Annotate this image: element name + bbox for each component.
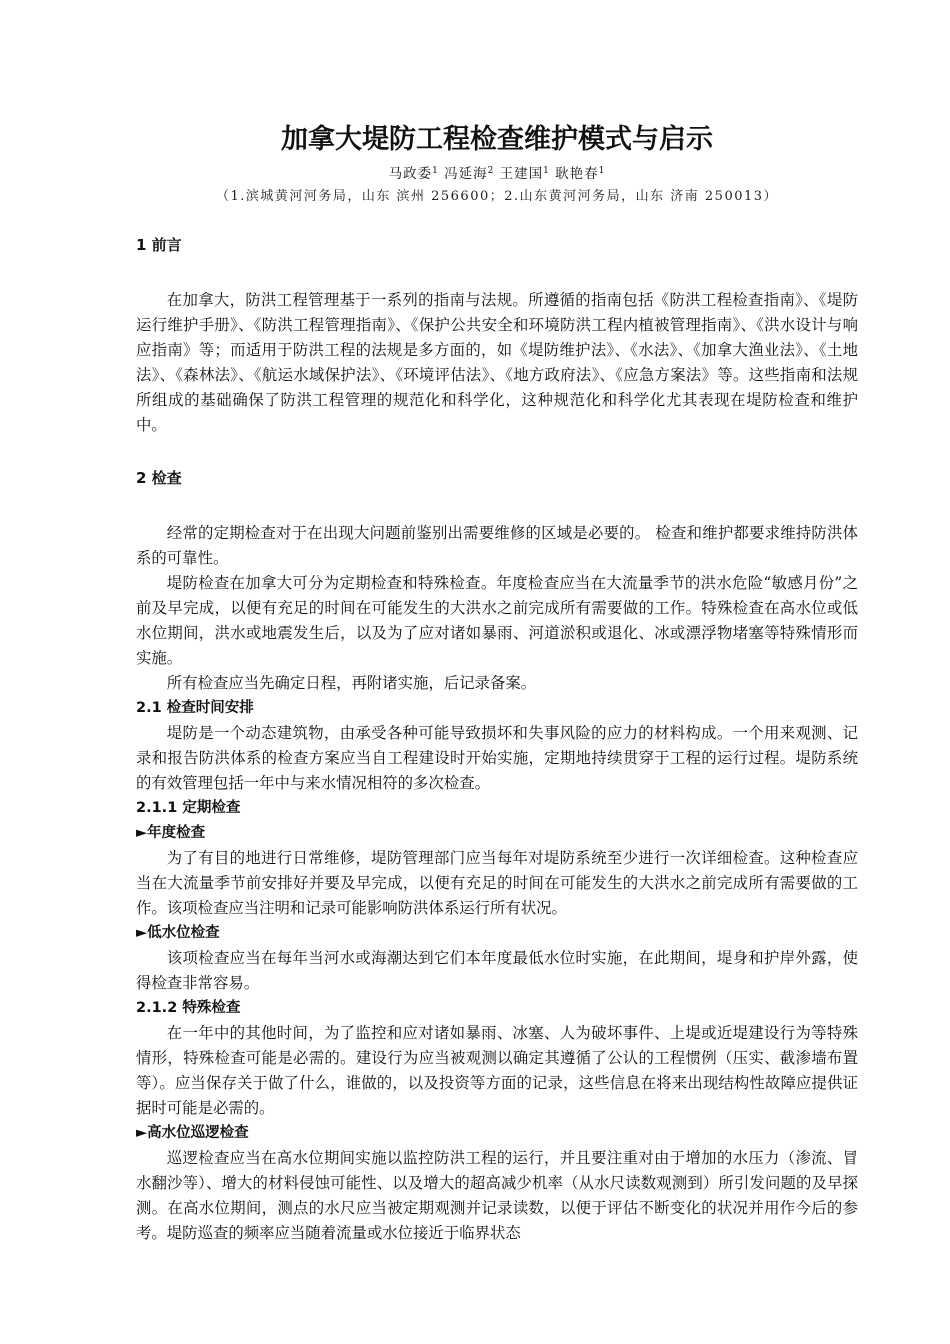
paragraph: 在一年中的其他时间，为了监控和应对诸如暴雨、冰塞、人为破坏事件、上堤或近堤建设行为等特殊情形，特殊检查可能是必需的。建设行为应当被观测以确定其遵循了公认的工程惯例（压实、截渗墙布置等）。应当保存关于做了什么，谁做的，以及投资等方面的记录，这些信息在将来出现结构性故障应提供证据时可能是必需的。 [136, 1024, 858, 1117]
bullet-heading-low-water: ►低水位检查 [136, 925, 220, 941]
affiliation-line: （1.滨城黄河河务局，山东 滨州 256600；2.山东黄河河务局，山东 济南 250013） [215, 189, 779, 204]
paragraph: 经常的定期检查对于在出现大问题前鉴别出需要维修的区域是必要的。 检查和维护都要求维持防洪体系的可靠性。 [136, 524, 858, 567]
paragraph: 堤防检查在加拿大可分为定期检查和特殊检查。年度检查应当在大流量季节的洪水危险“敏感月份”之前及早完成，以便有充足的时间在可能发生的大洪水之前完成所有需要做的工作。特殊检查在高水位或低水位期间，洪水或地震发生后，以及为了应对诸如暴雨、河道淤积或退化、冰或漂浮物堵塞等特殊情形而实施。 [136, 574, 858, 667]
bullet-heading-annual: ►年度检查 [136, 825, 206, 841]
paragraph: 在加拿大，防洪工程管理基于一系列的指南与法规。所遵循的指南包括《防洪工程检查指南》、《堤防运行维护手册》、《防洪工程管理指南》、《保护公共安全和环境防洪工程内植被管理指南》、《洪水设计与响应指南》等；而适用于防洪工程的法规是多方面的，如《堤防维护法》、《水法》、《加拿大渔业法》、《土地法》、《森林法》、《航运水域保护法》、《环境评估法》、《地方政府法》、《应急方案法》等。这些指南和法规所组成的基础确保了防洪工程管理的规范化和科学化，这种规范化和科学化尤其表现在堤防检查和维护中。 [136, 291, 858, 434]
affiliation-mark: 1 [598, 166, 606, 176]
subsection-heading-schedule: 2.1 检查时间安排 [136, 700, 254, 716]
paragraph: 为了有目的地进行日常维修，堤防管理部门应当每年对堤防系统至少进行一次详细检查。这种检查应当在大流量季节前安排好并要及早完成，以便有充足的时间在可能发生的大洪水之前完成所有需要做的工作。该项检查应当注明和记录可能影响防洪体系运行所有状况。 [136, 849, 858, 917]
section-heading-intro: 1 前言 [136, 236, 182, 254]
paragraph: 所有检查应当先确定日程，再附诸实施，后记录备案。 [166, 674, 537, 692]
author-line [136, 162, 858, 186]
author-name: 王建国 [499, 166, 544, 182]
author-name: 马政委 [388, 166, 433, 182]
affiliation-mark: 1 [543, 166, 550, 176]
author-name: 冯延海 [444, 166, 488, 182]
subsection-heading-periodic: 2.1.1 定期检查 [136, 800, 241, 816]
affiliation-mark: 2 [487, 166, 495, 176]
subsection-heading-special: 2.1.2 特殊检查 [136, 1000, 241, 1016]
paragraph: 巡逻检查应当在高水位期间实施以监控防洪工程的运行，并且要注重对由于增加的水压力（渗流、冒水翻沙等）、增大的材料侵蚀可能性、以及增大的超高减少机率（从水尺读数观测到）所引发问题的及早探测。在高水位期间，测点的水尺应当被定期观测并记录读数，以便于评估不断变化的状况并用作今后的参考。堤防巡查的频率应当随着流量或水位接近于临界状态 [136, 1149, 858, 1242]
paper-content [136, 120, 858, 1246]
affiliation-mark: 1 [432, 166, 439, 176]
paragraph: 堤防是一个动态建筑物，由承受各种可能导致损坏和失事风险的应力的材料构成。一个用来观测、记录和报告防洪体系的检查方案应当自工程建设时开始实施，定期地持续贯穿于工程的运行过程。堤防系统的有效管理包括一年中与来水情况相符的多次检查。 [136, 724, 858, 792]
bullet-heading-high-water-patrol: ►高水位巡逻检查 [136, 1125, 249, 1141]
section-heading-inspection: 2 检查 [136, 469, 182, 487]
paper-title: 加拿大堤防工程检查维护模式与启示 [281, 124, 713, 155]
paragraph: 该项检查应当在每年当河水或海潮达到它们本年度最低水位时实施，在此期间，堤身和护岸外露，使得检查非常容易。 [136, 949, 858, 992]
author-name: 耿艳春 [555, 166, 599, 182]
